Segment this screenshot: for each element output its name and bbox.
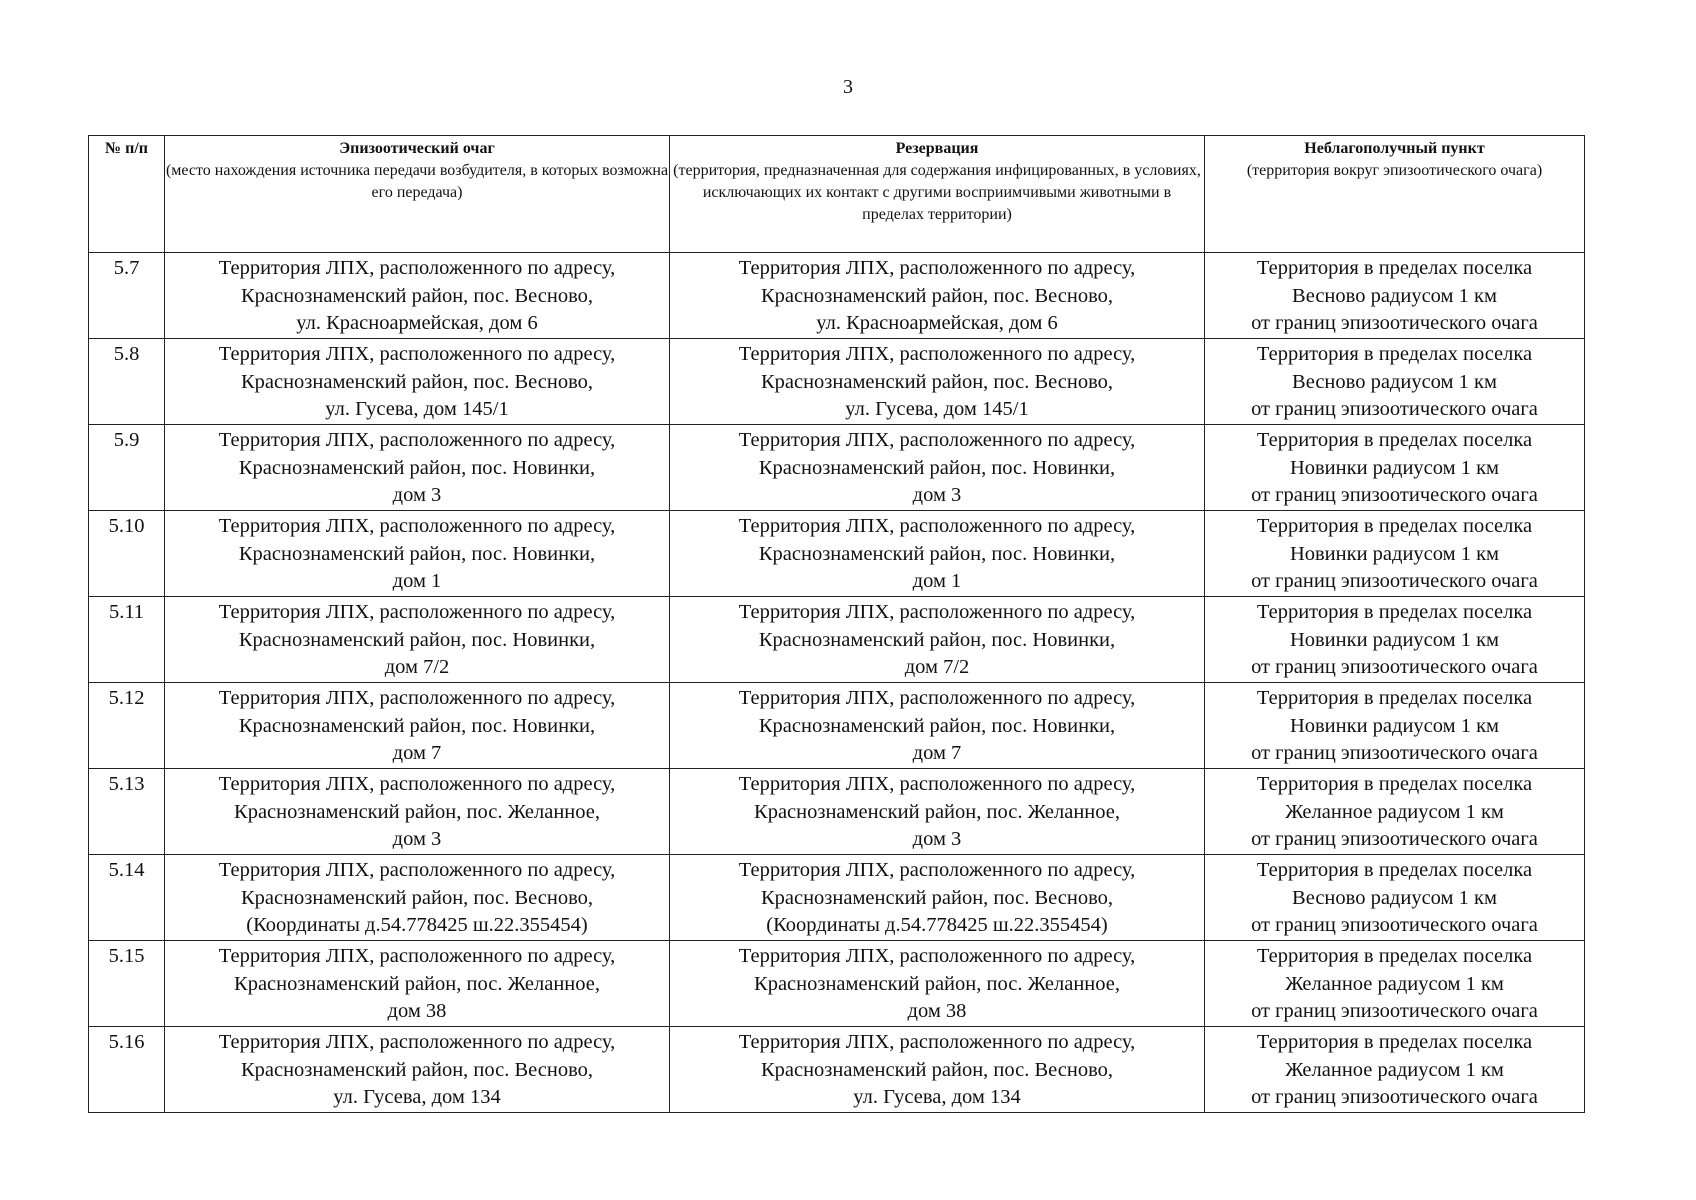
cell-focus [165,597,670,683]
table-row [89,339,1585,425]
header-focus [165,136,670,253]
cell-reservation [670,855,1205,941]
cell-focus-line: Краснознаменский район, пос. Желанное, [234,800,600,823]
cell-focus [165,425,670,511]
cell-number: 5.9 [89,425,165,511]
cell-area-line: Новинки радиусом 1 км [1289,628,1500,651]
cell-area-line: от границ эпизоотического очага [1251,828,1538,850]
header-reservation [670,136,1205,253]
cell-focus-line: Территория ЛПХ, расположенного по адресу, [218,257,616,279]
cell-reservation-line: Краснознаменский район, пос. Желанное, [754,972,1120,995]
cell-focus [165,253,670,339]
cell-reservation [670,1027,1205,1113]
cell-reservation-line: Территория ЛПХ, расположенного по адресу, [738,601,1136,623]
cell-reservation-line: дом 3 [912,484,962,506]
cell-area-line: Желанное радиусом 1 км [1285,800,1504,823]
cell-number: 5.7 [89,253,165,339]
cell-reservation-line: дом 1 [912,570,962,592]
cell-area-line: Новинки радиусом 1 км [1289,542,1500,565]
header-focus-desc: (место нахождения источника передачи возбудителя, в которых возможна его передача) [165,162,669,201]
cell-reservation-line: Краснознаменский район, пос. Весново, [760,1058,1114,1081]
cell-number: 5.8 [89,339,165,425]
cell-area-line: от границ эпизоотического очага [1251,1086,1538,1108]
cell-reservation [670,941,1205,1027]
cell-area-line: Новинки радиусом 1 км [1289,714,1500,737]
cell-focus [165,1027,670,1113]
cell-reservation-line: Территория ЛПХ, расположенного по адресу, [738,515,1136,537]
cell-focus-line: Территория ЛПХ, расположенного по адресу, [218,773,616,795]
cell-focus [165,339,670,425]
cell-focus-line: Краснознаменский район, пос. Новинки, [238,628,596,651]
cell-area [1205,425,1585,511]
header-number-title: № п/п [105,140,148,157]
cell-focus-line: дом 7 [392,742,442,764]
cell-reservation [670,683,1205,769]
cell-focus [165,941,670,1027]
cell-area [1205,855,1585,941]
cell-focus-line: дом 1 [392,570,442,592]
cell-reservation-line: дом 38 [907,1000,967,1022]
cell-area-line: Территория в пределах поселка [1256,945,1533,967]
cell-reservation-line: (Координаты д.54.778425 ш.22.355454) [766,914,1108,936]
cell-focus [165,511,670,597]
header-focus-title: Эпизоотический очаг [339,140,495,157]
cell-area-line: Желанное радиусом 1 км [1285,1058,1504,1081]
cell-reservation-line: Территория ЛПХ, расположенного по адресу, [738,257,1136,279]
cell-focus-line: Территория ЛПХ, расположенного по адресу, [218,1031,616,1053]
cell-focus-line: Территория ЛПХ, расположенного по адресу, [218,515,616,537]
table-row [89,769,1585,855]
cell-focus-line: Краснознаменский район, пос. Желанное, [234,972,600,995]
cell-area-line: Территория в пределах поселка [1256,687,1533,709]
cell-number: 5.11 [89,597,165,683]
cell-reservation-line: Территория ЛПХ, расположенного по адресу, [738,429,1136,451]
cell-area [1205,253,1585,339]
cell-focus-line: Территория ЛПХ, расположенного по адресу, [218,601,616,623]
cell-reservation-line: Краснознаменский район, пос. Новинки, [758,542,1116,565]
cell-focus-line: Краснознаменский район, пос. Весново, [240,370,594,393]
cell-focus [165,855,670,941]
cell-reservation-line: дом 7/2 [904,656,970,678]
cell-area-line: Территория в пределах поселка [1256,257,1533,279]
cell-area-line: Территория в пределах поселка [1256,1031,1533,1053]
cell-reservation-line: Краснознаменский район, пос. Весново, [760,370,1114,393]
cell-focus-line: Краснознаменский район, пос. Новинки, [238,456,596,479]
table-row [89,855,1585,941]
cell-focus-line: Краснознаменский район, пос. Весново, [240,284,594,307]
cell-area-line: Новинки радиусом 1 км [1289,456,1500,479]
cell-reservation-line: Территория ЛПХ, расположенного по адресу, [738,773,1136,795]
cell-area [1205,511,1585,597]
cell-area-line: Территория в пределах поселка [1256,343,1533,365]
cell-area [1205,597,1585,683]
cell-focus-line: ул. Красноармейская, дом 6 [296,312,538,334]
epizootic-table [88,135,1585,1113]
cell-reservation-line: Территория ЛПХ, расположенного по адресу, [738,1031,1136,1053]
cell-reservation-line: Краснознаменский район, пос. Новинки, [758,456,1116,479]
cell-area-line: Территория в пределах поселка [1256,859,1533,881]
header-reservation-desc: (территория, предназначенная для содержания инфицированных, в условиях, исключающих их контакт с другими восприимчивыми животными в пределах территории) [673,162,1201,223]
cell-number: 5.14 [89,855,165,941]
cell-area-line: Весново радиусом 1 км [1292,886,1497,909]
cell-focus-line: Территория ЛПХ, расположенного по адресу, [218,859,616,881]
table-row [89,1027,1585,1113]
cell-reservation-line: Территория ЛПХ, расположенного по адресу, [738,859,1136,881]
cell-reservation [670,597,1205,683]
table-row [89,597,1585,683]
cell-area-line: от границ эпизоотического очага [1251,484,1538,506]
cell-number: 5.10 [89,511,165,597]
table-header-row [89,136,1585,253]
cell-area-line: от границ эпизоотического очага [1251,1000,1538,1022]
table-row [89,683,1585,769]
cell-area-line: Желанное радиусом 1 км [1285,972,1504,995]
cell-focus [165,683,670,769]
cell-area-line: Весново радиусом 1 км [1292,284,1497,307]
cell-reservation [670,425,1205,511]
table-row [89,511,1585,597]
cell-area-line: Весново радиусом 1 км [1292,370,1497,393]
page-number: 3 [843,76,853,98]
table-body [89,253,1585,1113]
cell-reservation-line: Территория ЛПХ, расположенного по адресу, [738,687,1136,709]
cell-focus [165,769,670,855]
cell-focus-line: дом 38 [387,1000,447,1022]
table-row [89,425,1585,511]
cell-area [1205,339,1585,425]
cell-focus-line: Территория ЛПХ, расположенного по адресу, [218,687,616,709]
cell-area-line: Территория в пределах поселка [1256,601,1533,623]
cell-area [1205,769,1585,855]
cell-area-line: от границ эпизоотического очага [1251,742,1538,764]
cell-reservation [670,769,1205,855]
cell-number: 5.13 [89,769,165,855]
cell-reservation [670,511,1205,597]
cell-area [1205,941,1585,1027]
cell-number: 5.16 [89,1027,165,1113]
cell-area-line: от границ эпизоотического очага [1251,656,1538,678]
header-area-desc: (территория вокруг эпизоотического очага) [1246,162,1543,179]
cell-reservation-line: Территория ЛПХ, расположенного по адресу, [738,343,1136,365]
cell-focus-line: дом 3 [392,828,442,850]
table-row [89,253,1585,339]
cell-reservation [670,253,1205,339]
cell-reservation-line: Краснознаменский район, пос. Новинки, [758,628,1116,651]
cell-number: 5.15 [89,941,165,1027]
header-number [89,136,165,253]
cell-reservation-line: дом 3 [912,828,962,850]
cell-focus-line: Краснознаменский район, пос. Весново, [240,886,594,909]
cell-reservation [670,339,1205,425]
cell-area [1205,683,1585,769]
cell-focus-line: Территория ЛПХ, расположенного по адресу, [218,429,616,451]
cell-reservation-line: Краснознаменский район, пос. Желанное, [754,800,1120,823]
cell-reservation-line: ул. Гусева, дом 145/1 [845,398,1029,420]
cell-area-line: от границ эпизоотического очага [1251,398,1538,420]
cell-focus-line: Территория ЛПХ, расположенного по адресу, [218,343,616,365]
header-area-title: Неблагополучный пункт [1304,140,1485,157]
cell-focus-line: дом 7/2 [384,656,450,678]
cell-reservation-line: ул. Гусева, дом 134 [853,1086,1021,1108]
cell-reservation-line: Краснознаменский район, пос. Весново, [760,886,1114,909]
cell-number: 5.12 [89,683,165,769]
cell-focus-line: ул. Гусева, дом 145/1 [325,398,509,420]
cell-focus-line: (Координаты д.54.778425 ш.22.355454) [246,914,588,936]
cell-focus-line: дом 3 [392,484,442,506]
header-reservation-title: Резервация [895,140,979,157]
cell-reservation-line: дом 7 [912,742,962,764]
cell-reservation-line: Территория ЛПХ, расположенного по адресу, [738,945,1136,967]
cell-focus-line: ул. Гусева, дом 134 [333,1086,501,1108]
cell-area-line: от границ эпизоотического очага [1251,914,1538,936]
cell-reservation-line: Краснознаменский район, пос. Весново, [760,284,1114,307]
cell-reservation-line: ул. Красноармейская, дом 6 [816,312,1058,334]
cell-area-line: Территория в пределах поселка [1256,429,1533,451]
cell-focus-line: Краснознаменский район, пос. Весново, [240,1058,594,1081]
table-row [89,941,1585,1027]
cell-area-line: Территория в пределах поселка [1256,515,1533,537]
cell-focus-line: Краснознаменский район, пос. Новинки, [238,542,596,565]
cell-area [1205,1027,1585,1113]
cell-area-line: Территория в пределах поселка [1256,773,1533,795]
cell-area-line: от границ эпизоотического очага [1251,312,1538,334]
header-area [1205,136,1585,253]
cell-focus-line: Краснознаменский район, пос. Новинки, [238,714,596,737]
cell-focus-line: Территория ЛПХ, расположенного по адресу, [218,945,616,967]
cell-reservation-line: Краснознаменский район, пос. Новинки, [758,714,1116,737]
cell-area-line: от границ эпизоотического очага [1251,570,1538,592]
